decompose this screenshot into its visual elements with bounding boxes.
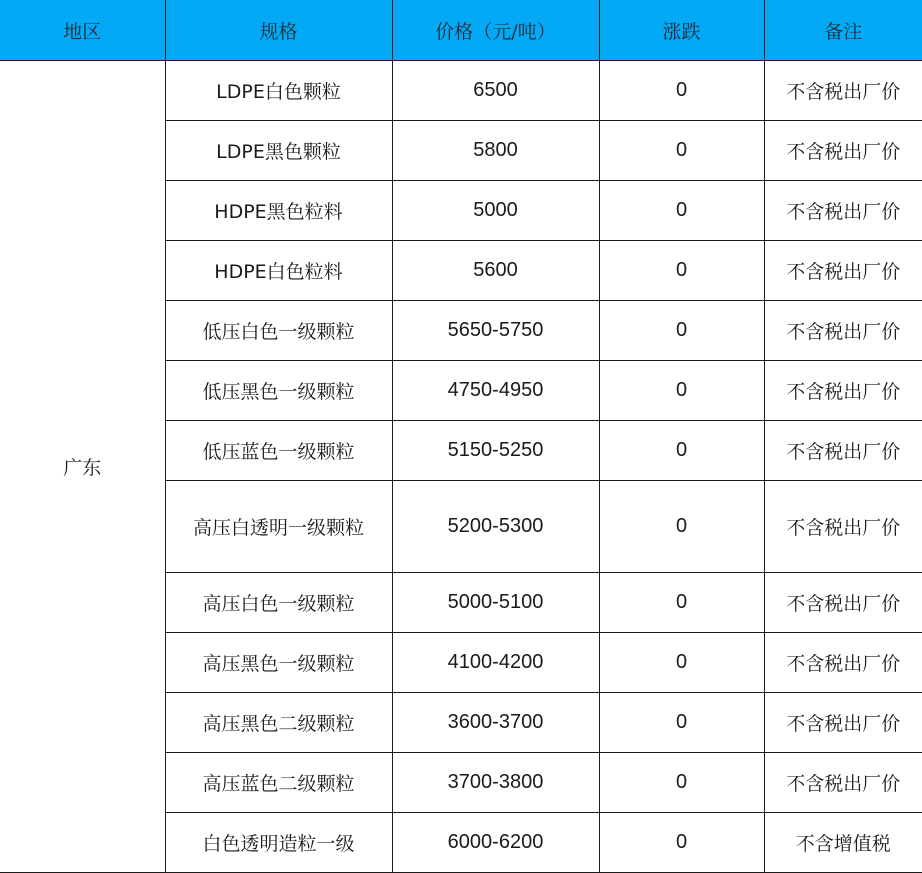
header-row [0,0,922,61]
price-cell: 6500 [392,61,599,121]
spec-cell: LDPE黑色颗粒 [165,121,392,181]
header-note: 备注 [764,0,922,61]
note-cell: 不含税出厂价 [764,693,922,753]
spec-cell: 高压白色一级颗粒 [165,573,392,633]
note-cell: 不含税出厂价 [764,121,922,181]
header-spec: 规格 [165,0,392,61]
note-cell: 不含税出厂价 [764,361,922,421]
change-cell: 0 [599,633,764,693]
change-cell: 0 [599,301,764,361]
note-cell: 不含税出厂价 [764,241,922,301]
price-cell: 6000-6200 [392,813,599,873]
spec-cell: 高压黑色二级颗粒 [165,693,392,753]
spec-cell: HDPE黑色粒料 [165,181,392,241]
change-cell: 0 [599,241,764,301]
change-cell: 0 [599,181,764,241]
note-cell: 不含税出厂价 [764,61,922,121]
header-region: 地区 [0,0,165,61]
header-price: 价格（元/吨） [392,0,599,61]
spec-cell: HDPE白色粒料 [165,241,392,301]
change-cell: 0 [599,361,764,421]
spec-cell: 高压蓝色二级颗粒 [165,753,392,813]
price-cell: 5000-5100 [392,573,599,633]
change-cell: 0 [599,421,764,481]
change-cell: 0 [599,693,764,753]
change-cell: 0 [599,813,764,873]
change-cell: 0 [599,61,764,121]
spec-cell: LDPE白色颗粒 [165,61,392,121]
price-cell: 5150-5250 [392,421,599,481]
spec-cell: 高压白透明一级颗粒 [165,481,392,573]
price-cell: 5650-5750 [392,301,599,361]
change-cell: 0 [599,753,764,813]
price-cell: 5800 [392,121,599,181]
spec-cell: 低压黑色一级颗粒 [165,361,392,421]
price-cell: 5000 [392,181,599,241]
price-cell: 4750-4950 [392,361,599,421]
note-cell: 不含税出厂价 [764,481,922,573]
price-cell: 5200-5300 [392,481,599,573]
note-cell: 不含税出厂价 [764,301,922,361]
note-cell: 不含税出厂价 [764,181,922,241]
note-cell: 不含税出厂价 [764,633,922,693]
spec-cell: 高压黑色一级颗粒 [165,633,392,693]
change-cell: 0 [599,573,764,633]
price-cell: 3700-3800 [392,753,599,813]
table-body [0,61,922,873]
header-change: 涨跌 [599,0,764,61]
note-cell: 不含税出厂价 [764,753,922,813]
note-cell: 不含增值税 [764,813,922,873]
price-cell: 5600 [392,241,599,301]
note-cell: 不含税出厂价 [764,573,922,633]
price-cell: 4100-4200 [392,633,599,693]
price-cell: 3600-3700 [392,693,599,753]
change-cell: 0 [599,121,764,181]
table-header [0,0,922,61]
note-cell: 不含税出厂价 [764,421,922,481]
spec-cell: 低压白色一级颗粒 [165,301,392,361]
change-cell: 0 [599,481,764,573]
spec-cell: 低压蓝色一级颗粒 [165,421,392,481]
spec-cell: 白色透明造粒一级 [165,813,392,873]
region-cell: 广东 [0,61,165,873]
table-row [0,61,922,121]
